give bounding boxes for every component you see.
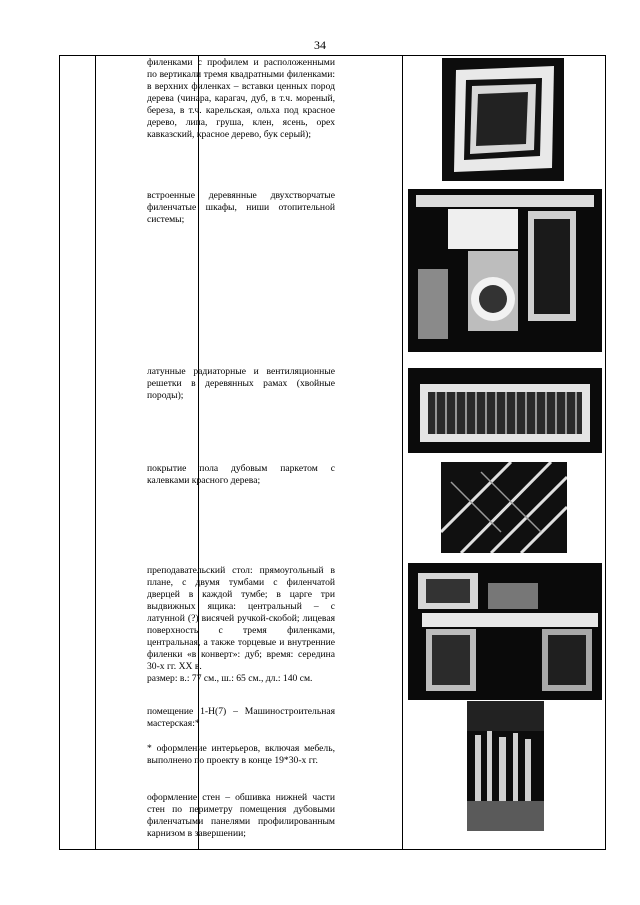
column-divider	[95, 56, 96, 849]
photo-radiator-grille	[408, 368, 602, 453]
photo-parquet-floor	[441, 462, 567, 553]
photo-built-in-cabinet	[408, 189, 602, 352]
entry-text: оформление стен – обшивка нижней части стен по периметру помещения дубовыми филенчатыми панелями профилированным карнизом в завершении;	[147, 792, 335, 839]
column-divider	[402, 56, 403, 849]
entry-text: покрытие пола дубовым паркетом с калевками красного дерева;	[147, 463, 335, 486]
entry-text: преподавательский стол: прямоугольный в плане, с двумя тумбами с филенчатой дверцей в каждой тумбе; в царге три выдвижных ящика: центральный – с латунной (?) висячей ручкой-скобой; лицевая поверхность с тремя филенками, центральная, а также торцевые и внутренние филенки «в конверт»: дуб; время: середина 30-х гг. XX в. размер: в.: 77 см., ш.: 65 см., дл.: 140 см.	[147, 565, 335, 684]
page-number: 34	[314, 38, 326, 52]
photo-panel-door	[442, 58, 564, 181]
photo-workshop-interior	[467, 701, 544, 831]
entry-text: встроенные деревянные двухстворчатые филенчатые шкафы, ниши отопительной системы;	[147, 190, 335, 225]
photo-teacher-desk	[408, 563, 602, 700]
entry-text: филенками с профилем и расположенными по вертикали тремя квадратными филенками: в верхних филенках – вставки ценных пород дерева (чинара, карагач, дуб, в т.ч. мореный, береза, в т.ч. карельская, ольха под красное дерево, липа, груша, клен, ясень, орех кавказский, красное дерево, бук серый);	[147, 57, 335, 140]
entry-text: латунные радиаторные и вентиляционные решетки в деревянных рамах (хвойные породы);	[147, 366, 335, 401]
column-divider	[198, 56, 199, 849]
entry-text: * оформление интерьеров, включая мебель, выполнено по проекту в конце 19*30-х гг.	[147, 743, 335, 766]
entry-text: помещение 1-Н(7) – Машиностроительная мастерская:*	[147, 706, 335, 729]
